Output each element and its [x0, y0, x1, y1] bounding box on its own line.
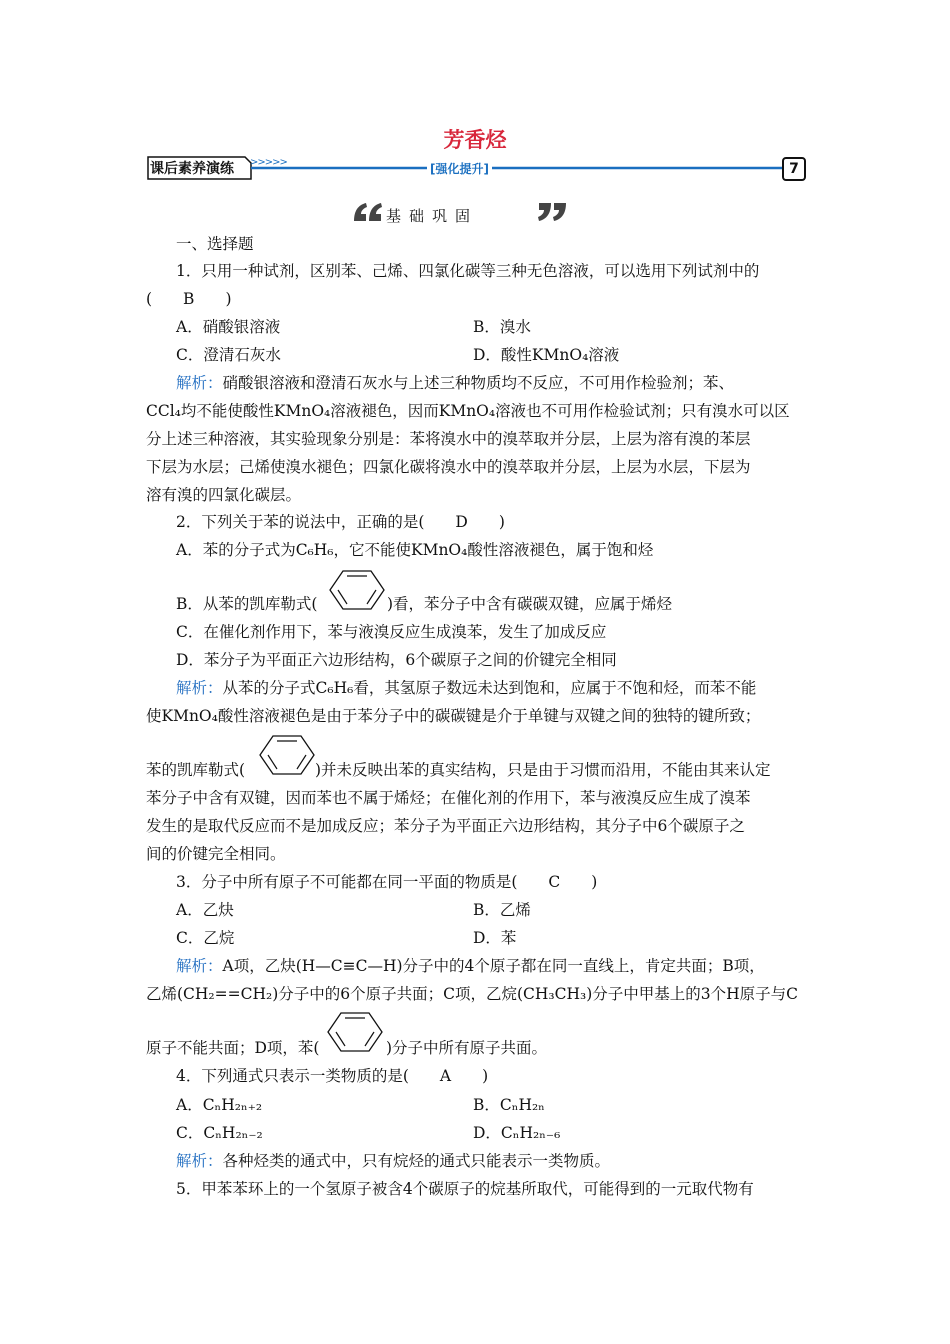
- q2-explanation: 解析：从苯的分子式C₆H₆看，其氢原子数远未达到饱和，应属于不饱和烃，而苯不能: [176, 679, 757, 697]
- section-title: 基础巩固: [386, 207, 479, 225]
- q1-option-c: C．澄清石灰水: [176, 346, 281, 364]
- q2-stem: 2．下列关于苯的说法中，正确的是( D ): [176, 513, 505, 531]
- q3-explanation-line: )分子中所有原子共面。: [386, 1039, 548, 1057]
- q1-explanation-line: 分上述三种溶液，其实验现象分别是：苯将溴水中的溴萃取并分层，上层为溶有溴的苯层: [146, 430, 751, 448]
- close-quote-icon: [536, 201, 568, 223]
- q4-option-a: A．CₙH₂ₙ₊₂: [176, 1096, 263, 1114]
- q3-stem: 3．分子中所有原子不可能都在同一平面的物质是( C ): [176, 873, 598, 891]
- q2-option-c: C．在催化剂作用下，苯与液溴反应生成溴苯，发生了加成反应: [176, 623, 607, 641]
- q1-explanation-line: 下层为水层；己烯使溴水褪色；四氯化碳将溴水中的溴萃取并分层，上层为水层，下层为: [146, 458, 751, 476]
- q3-option-a: A．乙炔: [176, 901, 234, 919]
- q1-explanation-line: CCl₄均不能使酸性KMnO₄溶液褪色，因而KMnO₄溶液也不可用作检验试剂；只有溴水可以区: [146, 402, 790, 420]
- q5-stem: 5．甲苯苯环上的一个氢原子被含4个碳原子的烷基所取代，可能得到的一元取代物有: [176, 1180, 754, 1198]
- benzene-structure-icon: [258, 733, 316, 777]
- part-heading: 一、选择题: [176, 235, 254, 253]
- q3-explanation-line: 原子不能共面；D项，苯(: [146, 1039, 320, 1057]
- jiexi-label: 解析：: [176, 679, 223, 697]
- benzene-structure-icon: [326, 1010, 384, 1054]
- q1-explanation-line: 溶有溴的四氯化碳层。: [146, 486, 302, 504]
- q2-option-a: A．苯的分子式为C₆H₆，它不能使KMnO₄酸性溶液褪色，属于饱和烃: [176, 541, 654, 559]
- q1-explanation: 解析：硝酸银溶液和澄清石灰水与上述三种物质均不反应，不可用作检验剂；苯、: [176, 374, 735, 392]
- q3-option-b: B．乙烯: [473, 901, 531, 919]
- q2-explanation-line: 使KMnO₄酸性溶液褪色是由于苯分子中的碳碳键是介于单键与双键之间的独特的键所致；: [146, 707, 761, 725]
- q2-option-b-post: )看，苯分子中含有碳碳双键，应属于烯烃: [387, 595, 673, 613]
- q3-explanation-line: 乙烯(CH₂==CH₂)分子中的6个原子共面；C项，乙烷(CH₃CH₃)分子中甲基上的3个H原子与C: [146, 985, 798, 1003]
- q2-explanation-line: )并未反映出苯的真实结构，只是由于习惯而沿用，不能由其来认定: [315, 761, 771, 779]
- q1-option-a: A．硝酸银溶液: [176, 318, 281, 336]
- q4-option-b: B．CₙH₂ₙ: [473, 1096, 545, 1114]
- jiexi-label: 解析：: [176, 1152, 223, 1170]
- q1-answer: ( B ): [146, 290, 232, 308]
- q1-stem: 1．只用一种试剂，区别苯、己烯、四氯化碳等三种无色溶液，可以选用下列试剂中的: [176, 262, 760, 280]
- q4-option-d: D．CₙH₂ₙ₋₆: [473, 1124, 561, 1142]
- benzene-structure-icon: [328, 568, 386, 612]
- q4-explanation: 解析：各种烃类的通式中，只有烷烃的通式只能表示一类物质。: [176, 1152, 611, 1170]
- q1-option-b: B．溴水: [473, 318, 531, 336]
- header-number-badge: 7: [782, 157, 806, 181]
- jiexi-label: 解析：: [176, 957, 223, 975]
- q3-option-c: C．乙烷: [176, 929, 235, 947]
- q4-stem: 4．下列通式只表示一类物质的是( A ): [176, 1067, 489, 1085]
- header-label: 课后素养演练: [150, 161, 234, 177]
- q2-explanation-line: 苯的凯库勒式(: [146, 761, 246, 779]
- q2-explanation-line: 苯分子中含有双键，因而苯也不属于烯烃；在催化剂的作用下，苯与液溴反应生成了溴苯: [146, 789, 751, 807]
- q2-explanation-line: 间的价键完全相同。: [146, 845, 286, 863]
- q2-explanation-line: 发生的是取代反应而不是加成反应；苯分子为平面正六边形结构，其分子中6个碳原子之: [146, 817, 745, 835]
- q2-option-b-pre: B．从苯的凯库勒式(: [176, 595, 318, 613]
- jiexi-label: 解析：: [176, 374, 223, 392]
- page-title: 芳香烃: [443, 127, 507, 152]
- chevron-right-icon: >>>>>: [250, 157, 287, 168]
- header-subtitle: [强化提升]: [427, 160, 492, 177]
- q2-option-d: D．苯分子为平面正六边形结构，6个碳原子之间的价键完全相同: [176, 651, 617, 669]
- open-quote-icon: [352, 201, 384, 223]
- q4-option-c: C．CₙH₂ₙ₋₂: [176, 1124, 263, 1142]
- q1-option-d: D．酸性KMnO₄溶液: [473, 346, 620, 364]
- q3-option-d: D．苯: [473, 929, 517, 947]
- q3-explanation: 解析：A项，乙炔(H—C≡C—H)分子中的4个原子都在同一直线上，肯定共面；B项，: [176, 957, 765, 975]
